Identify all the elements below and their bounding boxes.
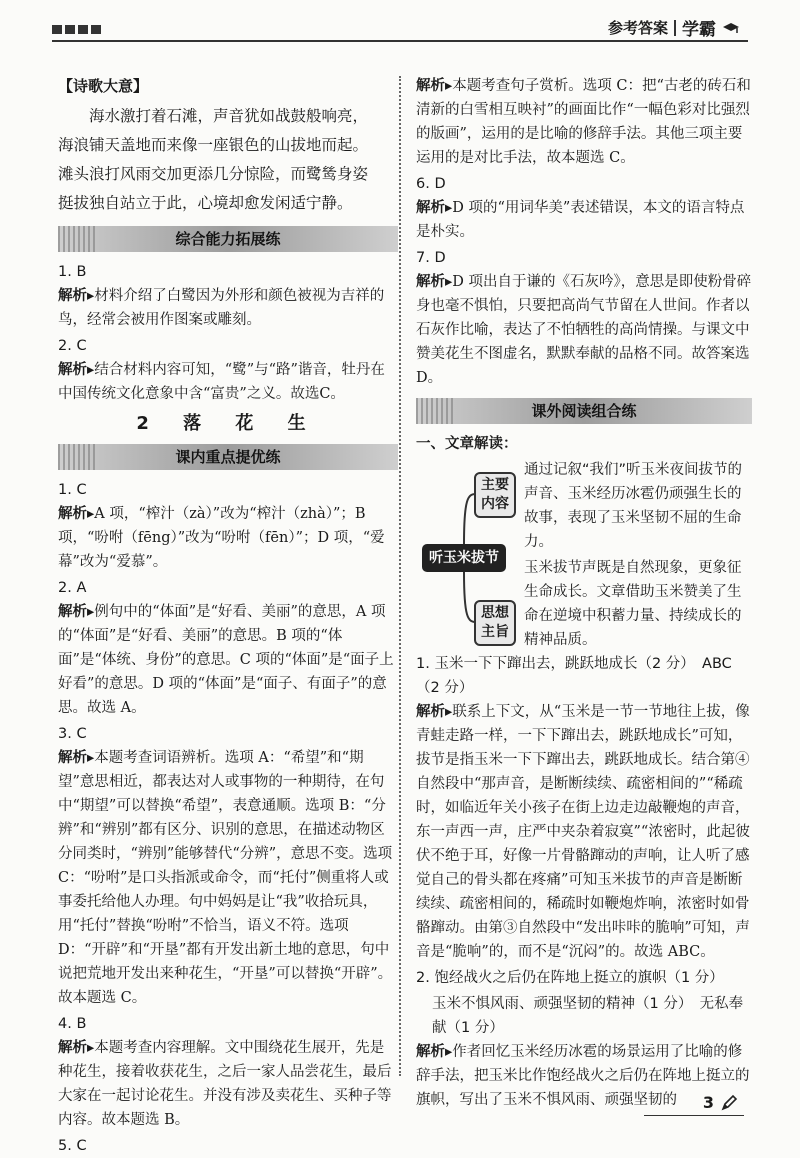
explanation <box>416 700 752 964</box>
explanation-label: 解析▸ <box>416 1044 453 1060</box>
answer: 1. B <box>58 264 87 280</box>
pencil-icon <box>720 1094 738 1112</box>
explanation-label: 解析▸ <box>416 200 453 216</box>
poem-line: 滩头浪打风雨交加更添几分惊险，而鹭鸶身姿 <box>58 165 369 183</box>
explanation-text: 本题考查内容理解。文中围绕花生展开，先是种花生，接着收获花生，之后一家人品尝花生，最后大家在一起讨论花生。并没有涉及卖花生、买种子等内容。故本题选 B。 <box>58 1040 392 1128</box>
answer: 1. C <box>58 482 87 498</box>
answer: 2. A <box>58 580 87 596</box>
explanation <box>416 196 752 244</box>
mind-map-text-main-content: 通过记叙“我们”听玉米夜间拔节的声音、玉米经历冰雹仍顽强生长的故事，表现了玉米坚韧不屈的生命力。 <box>524 462 743 550</box>
explanation-text: 本题考查词语辨析。选项 A：“希望”和“期望”意思相近，都表达对人或事物的一种期待，在句中“期望”可以替换“希望”，表意通顺。选项 B：“分辨”和“辨别”都有区分、识别的意思，在描述动物区分同类时，“辨别”能够替代“分辨”，意思不变。选项 C：“吩咐”是口头指派或命令，而“托付”侧重将人或事委托给他人办理。句中妈妈是让“我”收拾玩具，用“托付”替换“吩咐”不恰当，语义不符。选项 D：“开辟”和“开垦”都有开发出新土地的意思，句中说把荒地开发出来种花生，“开垦”可以替换“开辟”。故本题选 C。 <box>58 750 393 1006</box>
explanation-label: 解析▸ <box>416 78 453 94</box>
explanation-text: 联系上下文，从“玉米是一节一节地往上拔，像青蛙走路一样，一下下蹿出去，跳跃地成长”可知，拔节是指玉米一下下蹿出去，跳跃地成长。结合第④自然段中“那声音，是断断续续、疏密相间的”“稀疏时，如临近年关小孩子在街上边走边敲鞭炮的声音，东一声西一声，庄严中夹杂着寂寞”“浓密时，此起彼伏不绝于耳，好像一片骨骼蹿动的声响，让人听了感觉自己的骨头都在疼痛”可知玉米拔节的声音是断断续续、疏密相间的，稀疏时如鞭炮炸响，浓密时如骨骼蹿动。由第③自然段中“发出咔咔的脆响”可知，声音是“脆响”的，而不是“沉闷”的。故选 ABC。 <box>416 704 750 960</box>
column-divider <box>399 76 401 1076</box>
explanation-text: 材料介绍了白鹭因为外形和颜色被视为吉祥的鸟，经常会被用作图案或雕刻。 <box>58 288 385 328</box>
explanation <box>58 284 398 332</box>
answer: 玉米不惧风雨、顽强坚韧的精神（1 分） 无私奉献（1 分） <box>432 996 744 1036</box>
brand-answers: 参考答案 <box>607 19 668 37</box>
poem-line: 海浪铺天盖地而来像一座银色的山拔地而起。 <box>58 136 369 154</box>
explanation-text: 结合材料内容可知，“鹭”与“路”谐音，牡丹在中国传统文化意象中含“富贵”之义。故选C。 <box>58 362 385 402</box>
explanation-text: 作者回忆玉米经历冰雹的场景运用了比喻的修辞手法，把玉米比作饱经战火之后仍在阵地上挺立的旗帜，写出了玉米不惧风雨、顽强坚韧的 <box>416 1044 750 1108</box>
header-rule <box>52 40 748 42</box>
section-banner: 综合能力拓展练 <box>58 226 398 252</box>
mind-map-node-theme: 思想主旨 <box>474 600 516 646</box>
page-number-text: 3 <box>702 1093 714 1112</box>
header-brand <box>608 15 740 40</box>
explanation-text: D 项出自于谦的《石灰吟》，意思是即使粉骨碎身也毫不惧怕，只要把高尚气节留在人世间。作者以石灰作比喻，表达了不怕牺牲的高尚情操。与课文中赞美花生不图虚名，默默奉献的品格不同。故答案选 D。 <box>416 274 752 386</box>
explanation-label: 解析▸ <box>58 604 95 620</box>
explanation-text: D 项的“用词华美”表述错误，本文的语言特点是朴实。 <box>416 200 745 240</box>
answer: 6. D <box>416 176 446 192</box>
footer-rule <box>644 1115 744 1116</box>
mind-map-center: 听玉米拔节 <box>422 544 506 572</box>
explanation-label: 解析▸ <box>58 288 95 304</box>
explanation <box>58 358 398 406</box>
explanation-text: A 项，“榨汁（zà）”改为“榨汁（zhà）”；B 项，“吩咐（fēng）”改为“吩咐（fēn）”；D 项，“爱幕”改为“爱慕”。 <box>58 506 385 570</box>
explanation <box>58 746 398 1010</box>
brand-separator <box>674 20 676 36</box>
answer: 1. 玉米一下下蹿出去，跳跃地成长（2 分） ABC（2 分） <box>416 656 732 696</box>
mind-map <box>416 458 752 648</box>
explanation <box>416 270 752 390</box>
lesson-title: 2 落 花 生 <box>136 413 320 434</box>
brand-logo: 学霸 <box>682 20 716 40</box>
explanation <box>416 1040 752 1112</box>
mind-map-node-main-content: 主要内容 <box>474 472 516 518</box>
answer: 7. D <box>416 250 446 266</box>
poem-line: 挺拔独自站立于此，心境却愈发闲适宁静。 <box>58 194 353 212</box>
mind-map-text-theme: 玉米拔节声既是自然现象，更象征生命成长。文章借助玉米赞美了生命在逆境中积蓄力量、持续成长的精神品质。 <box>524 560 742 648</box>
answer: 2. 饱经战火之后仍在阵地上挺立的旗帜（1 分） <box>416 970 724 986</box>
answer: 4. B <box>58 1016 87 1032</box>
section-banner: 课内重点提优练 <box>58 444 398 470</box>
page-number <box>703 1093 738 1112</box>
explanation <box>58 1036 398 1132</box>
explanation <box>58 502 398 574</box>
right-column <box>416 74 752 1112</box>
section-banner: 课外阅读组合练 <box>416 398 752 424</box>
explanation-text: 例句中的“体面”是“好看、美丽”的意思，A 项的“体面”是“好看、美丽”的意思。B 项的“体面”是“体统、身份”的意思。C 项的“体面”是“面子上好看”的意思。D 项的“体面”是“面子、有面子”的意思。故选 A。 <box>58 604 394 716</box>
poem-line: 海水激打着石滩，声音犹如战鼓般响亮， <box>89 107 369 125</box>
explanation-label: 解析▸ <box>58 750 95 766</box>
explanation-label: 解析▸ <box>416 704 453 720</box>
explanation-label: 解析▸ <box>58 362 95 378</box>
answer: 5. C <box>58 1138 87 1154</box>
left-column <box>58 74 398 1158</box>
answer: 3. C <box>58 726 87 742</box>
explanation-label: 解析▸ <box>58 506 95 522</box>
header-squares <box>52 25 101 34</box>
explanation <box>416 74 752 170</box>
graduation-cap-icon <box>722 21 740 35</box>
section-heading: 一、文章解读： <box>416 436 518 452</box>
explanation <box>58 600 398 720</box>
explanation-text: 本题考查句子赏析。选项 C：把“古老的砖石和清新的白雪相互映衬”的画面比作“一幅色彩对比强烈的版画”，运用的是比喻的修辞手法。其他三项主要运用的是对比手法，故本题选 C。 <box>416 78 751 166</box>
explanation-label: 解析▸ <box>416 274 453 290</box>
poem-title: 【诗歌大意】 <box>58 77 149 95</box>
answer: 2. C <box>58 338 87 354</box>
explanation-label: 解析▸ <box>58 1040 95 1056</box>
